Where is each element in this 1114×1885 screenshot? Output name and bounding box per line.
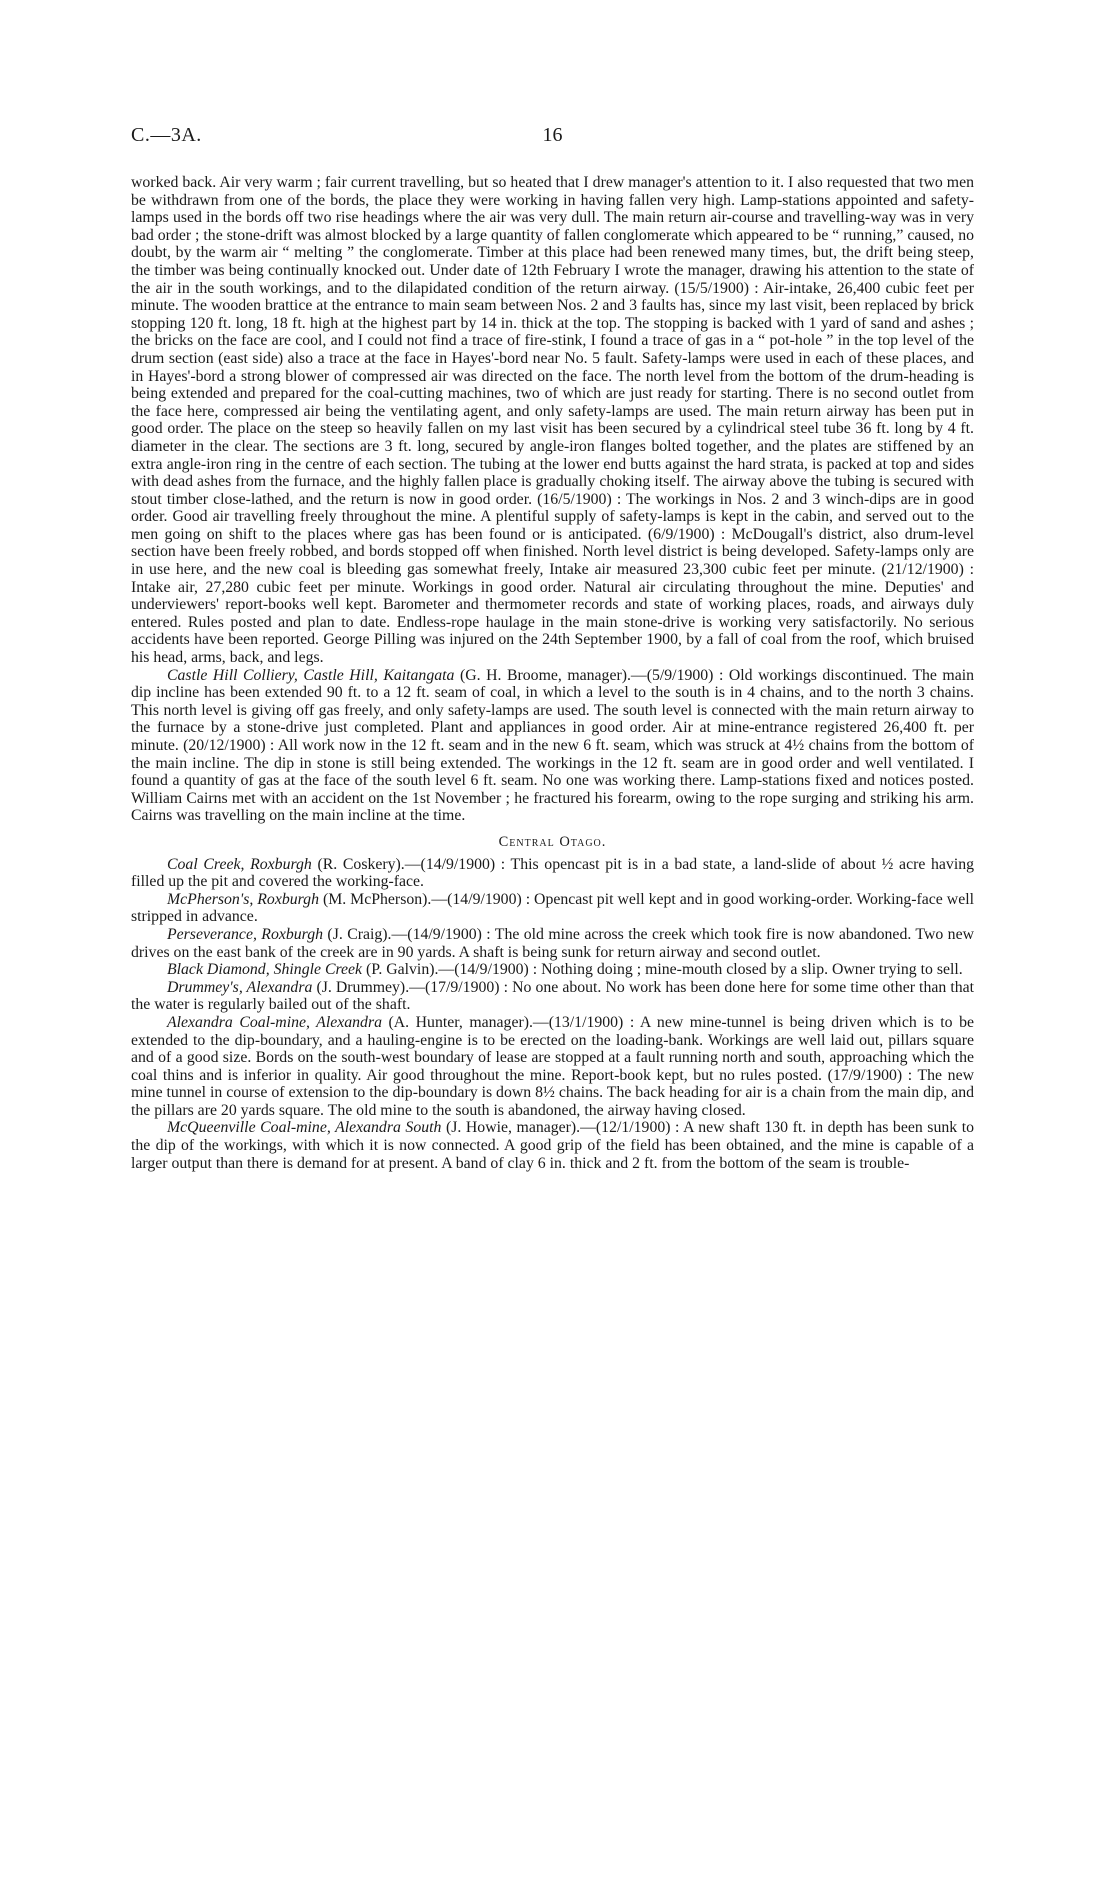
colliery-name: Drummey's, Alexandra <box>167 978 313 996</box>
entry-paragraph <box>131 961 974 979</box>
colliery-text: (P. Galvin).—(14/9/1900) : Nothing doing ; mine-mouth closed by a slip. Owner trying to sell. <box>362 961 963 979</box>
entry-paragraph <box>131 1014 974 1120</box>
entry-paragraph <box>131 926 974 961</box>
colliery-text: (A. Hunter, manager).—(13/1/1900) : A new mine-tunnel is being driven which is to be extended to the dip-boundary, and a hauling-engine is to be erected on the loading-bank. Workings are well laid out, pillars square and of a good size. Bords on the south-west boundary of lease are stopped at a fault running north and south, approaching which the coal thins and is inferior in quality. Air good throughout the mine. Report-book kept, but no rules posted. (17/9/1900) : The new mine tunnel in course of extension to the dip-boundary is down 8½ chains. The back heading for air is a chain from the main dip, and the pillars are 20 yards square. The old mine to the south is abandoned, the airway having closed. <box>131 1013 975 1119</box>
colliery-text: (R. Coskery).—(14/9/1900) : This opencast pit is in a bad state, a land-slide of about ½ acre having filled up the pit and covered the working-face. <box>131 855 974 891</box>
section-heading: Central Otago. <box>498 833 607 850</box>
colliery-name: McPherson's, Roxburgh <box>167 890 319 908</box>
colliery-name: Black Diamond, Shingle Creek <box>167 961 363 979</box>
entry-paragraph <box>131 1119 974 1172</box>
page-header <box>131 124 974 154</box>
page-reference: C.—3A. <box>131 124 202 146</box>
colliery-name: Perseverance, Roxburgh <box>167 925 324 943</box>
castle-hill-paragraph <box>131 667 974 825</box>
colliery-text: (J. Craig).—(14/9/1900) : The old mine across the creek which took fire is now abandoned. Two new drives on the east bank of the creek are in 90 yards. A shaft is being sunk for return airway and second outlet. <box>131 925 974 961</box>
colliery-text: (J. Howie, manager).—(12/1/1900) : A new shaft 130 ft. in depth has been sunk to the dip of the workings, with which it is now connected. A good grip of the field has been obtained, and the mine is capable of a larger output than there is demand for at present. A band of clay 6 in. thick and 2 ft. from the bottom of the seam is trouble- <box>131 1119 974 1172</box>
colliery-name: Alexandra Coal-mine, Alexandra <box>167 1013 382 1031</box>
colliery-text: (J. Drummey).—(17/9/1900) : No one about. No work has been done here for some time other than that the water is regularly bailed out of the shaft. <box>131 978 975 1014</box>
intro-paragraph: worked back. Air very warm ; fair current travelling, but so heated that I drew manager's attention to it. I also requested that two men be withdrawn from one of the bords, the place they were working in having fallen very high. Lamp-stations appointed and safety-lamps used in the bords off two rise headings where the air was very dull. The main return air-course and travelling-way was in very bad order ; the stone-drift was almost blocked by a large quantity of fallen conglomerate which appeared to be “ running,” caused, no doubt, by the warm air “ melting ” the conglomerate. Timber at this place had been renewed many times, but, the drift being steep, the timber was being continually knocked out. Under date of 12th February I wrote the manager, drawing his attention to the state of the air in the south workings, and to the dilapidated condition of the return airway. (15/5/1900) : Air-intake, 26,400 cubic feet per minute. The wooden brattice at the entrance to main seam between Nos. 2 and 3 faults has, since my last visit, been replaced by brick stopping 120 ft. long, 18 ft. high at the highest part by 14 in. thick at the top. The stopping is backed with 1 yard of sand and ashes ; the bricks on the face are cool, and I could not find a trace of fire-stink, I found a trace of gas in a “ pot-hole ” in the top level of the drum section (east side) also a trace at the face in Hayes'-bord near No. 5 fault. Safety-lamps were used in each of these places, and in Hayes'-bord a strong blower of compressed air was directed on the face. The north level from the bottom of the drum-heading is being extended and prepared for the coal-cutting machines, two of which are just ready for starting. There is no second outlet from the face here, compressed air being the ventilating agent, and only safety-lamps are used. The main return airway has been put in good order. The place on the steep so heavily fallen on my last visit has been secured by a cylindrical steel tube 36 ft. long by 4 ft. diameter in the clear. The sections are 3 ft. long, secured by angle-iron flanges bolted together, and the plates are stiffened by an extra angle-iron ring in the centre of each section. The tubing at the lower end butts against the hard strata, is packed at top and sides with dead ashes from the furnace, and the highly fallen place is gradually choking itself. The airway above the tubing is secured with stout timber close-lathed, and the return is now in good order. (16/5/1900) : The workings in Nos. 2 and 3 winch-dips are in good order. Good air travelling freely throughout the mine. A plentiful supply of safety-lamps is kept in the cabin, and served out to the men going on shift to the places where gas has been found or is anticipated. (6/9/1900) : McDougall's district, also drum-level section have been freely robbed, and bords stopped off when finished. North level district is being developed. Safety-lamps only are in use here, and the new coal is bleeding gas somewhat freely, Intake air measured 23,300 cubic feet per minute. (21/12/1900) : Intake air, 27,280 cubic feet per minute. Workings in good order. Natural air circulating throughout the mine. Deputies' and underviewers' report-books well kept. Barometer and thermometer records and state of working places, roads, and airways duly entered. Rules posted and plan to date. Endless-rope haulage in the main stone-drive is working very satisfactorily. No serious accidents have been reported. George Pilling was injured on the 24th September 1900, by a fall of coal from the roof, which bruised his head, arms, back, and legs. <box>131 174 974 667</box>
entry-paragraph <box>131 979 974 1014</box>
colliery-name: Coal Creek, Roxburgh <box>167 855 312 873</box>
page-number: 16 <box>542 124 563 146</box>
entry-paragraph <box>131 856 974 891</box>
colliery-text: (G. H. Broome, manager).—(5/9/1900) : Old workings discontinued. The main dip incline has been extended 90 ft. to a 12 ft. seam of coal, in which a level to the south is in 4 chains, and to the north 3 chains. This north level is giving off gas freely, and only safety-lamps are used. The south level is connected with the main return airway to the furnace by a stone-drive just completed. Plant and appliances in good order. Air at mine-entrance registered 26,400 ft. per minute. (20/12/1900) : All work now in the 12 ft. seam and in the new 6 ft. seam, which was struck at 4½ chains from the bottom of the main incline. The dip in stone is still being extended. The workings in the 12 ft. seam are in good order and well ventilated. I found a quantity of gas at the face of the south level 6 ft. seam. No one was working there. Lamp-stations fixed and notices posted. William Cairns met with an accident on the 1st November ; he fractured his forearm, owing to the rope surging and striking his arm. Cairns was travelling on the main incline at the time. <box>131 666 974 825</box>
colliery-name: Castle Hill Colliery, Castle Hill, Kaitangata <box>167 666 455 684</box>
body-text <box>131 174 974 1172</box>
colliery-name: McQueenville Coal-mine, Alexandra South <box>167 1119 442 1137</box>
colliery-text: (M. McPherson).—(14/9/1900) : Opencast pit well kept and in good working-order. Working-face well stripped in advance. <box>131 890 974 926</box>
entry-paragraph <box>131 891 974 926</box>
